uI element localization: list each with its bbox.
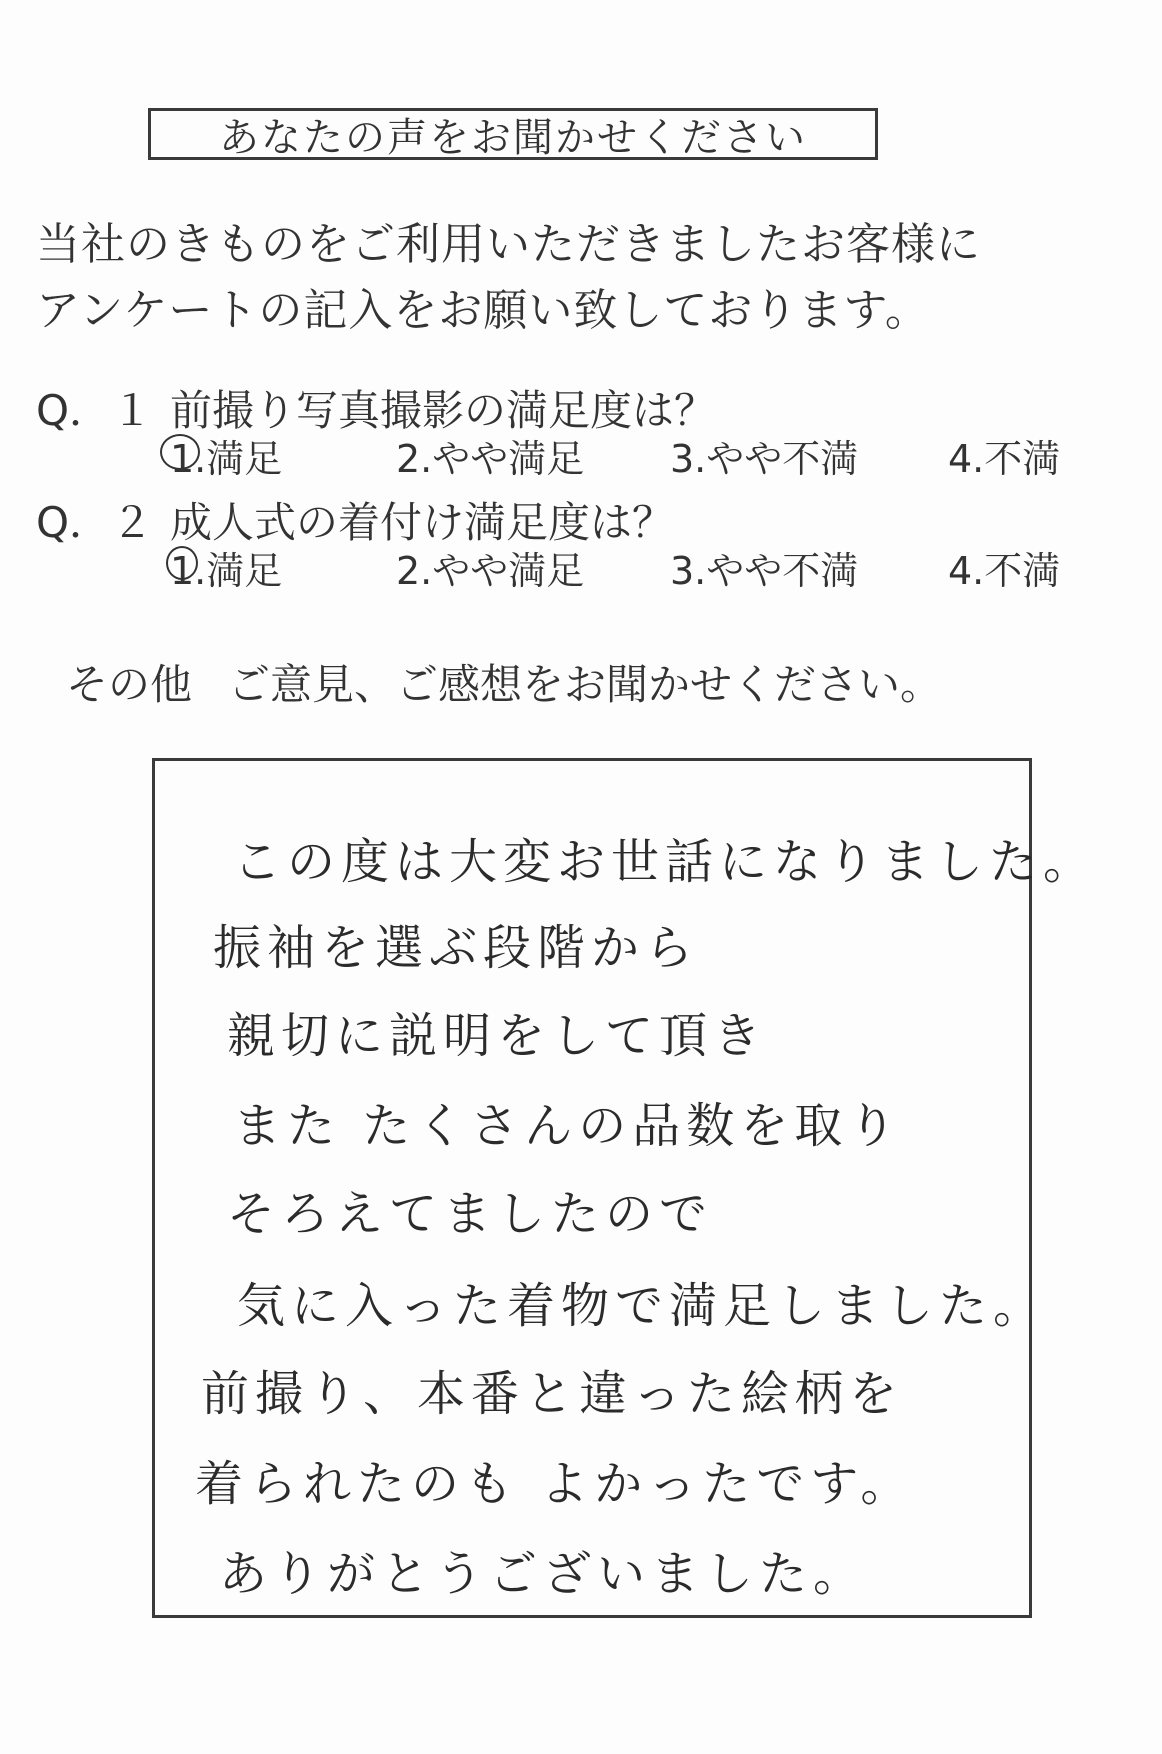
option-dissatisfied[interactable] [948, 428, 1060, 483]
option-label: 3.やや不満 [670, 437, 859, 481]
option-somewhat-satisfied[interactable] [396, 428, 584, 483]
option-label: 2.やや満足 [396, 549, 585, 593]
question-number: Q．１ [36, 386, 154, 435]
option-somewhat-dissatisfied[interactable] [670, 428, 858, 483]
option-dissatisfied[interactable] [948, 540, 1060, 595]
option-somewhat-dissatisfied[interactable] [670, 540, 858, 595]
other-comments-prompt [66, 652, 942, 712]
option-satisfied-selected[interactable] [170, 540, 282, 595]
intro-line: アンケートの記入をお願い致しております。 [36, 285, 930, 336]
survey-intro [36, 212, 981, 344]
handwritten-line: そろえてましたので [227, 1186, 714, 1242]
survey-title-text: あなたの声をお聞かせください [219, 114, 807, 161]
handwritten-line: 振袖を選ぶ段階から [213, 920, 700, 976]
survey-title [148, 108, 878, 160]
handwritten-line: また たくさんの品数を取り [233, 1098, 903, 1154]
option-label: 1.満足 [170, 437, 283, 481]
handwritten-line: 着られたのも よかったです。 [195, 1456, 915, 1512]
option-somewhat-satisfied[interactable] [396, 540, 584, 595]
intro-line: 当社のきものをご利用いただきましたお客様に [36, 219, 981, 270]
option-label: 4.不満 [948, 437, 1061, 481]
handwritten-line: 気に入った着物で満足しました。 [237, 1278, 1048, 1334]
selected-circle-mark [160, 434, 200, 470]
comment-box[interactable] [152, 758, 1098, 1618]
question-2-options [170, 540, 1070, 593]
question-text: 前撮り写真撮影の満足度は？ [170, 386, 717, 435]
question-1-options [170, 428, 1070, 481]
option-label: 3.やや不満 [670, 549, 859, 593]
handwritten-line: 親切に説明をして頂き [227, 1008, 768, 1064]
option-satisfied-selected[interactable] [170, 428, 282, 483]
selected-circle-mark [166, 546, 198, 580]
other-label: その他 [66, 660, 193, 709]
option-label: 2.やや満足 [396, 437, 585, 481]
other-prompt-text: ご意見、ご感想をお聞かせください。 [228, 660, 943, 709]
option-label: 4.不満 [948, 549, 1061, 593]
option-label: 1.満足 [170, 549, 283, 593]
question-text: 成人式の着付け満足度は？ [170, 498, 675, 547]
handwritten-line: ありがとうございました。 [219, 1546, 868, 1602]
handwritten-line: この度は大変お世話になりました。 [233, 834, 1098, 890]
handwritten-line: 前撮り、本番と違った絵柄を [201, 1366, 904, 1422]
question-number: Q．２ [36, 498, 154, 547]
